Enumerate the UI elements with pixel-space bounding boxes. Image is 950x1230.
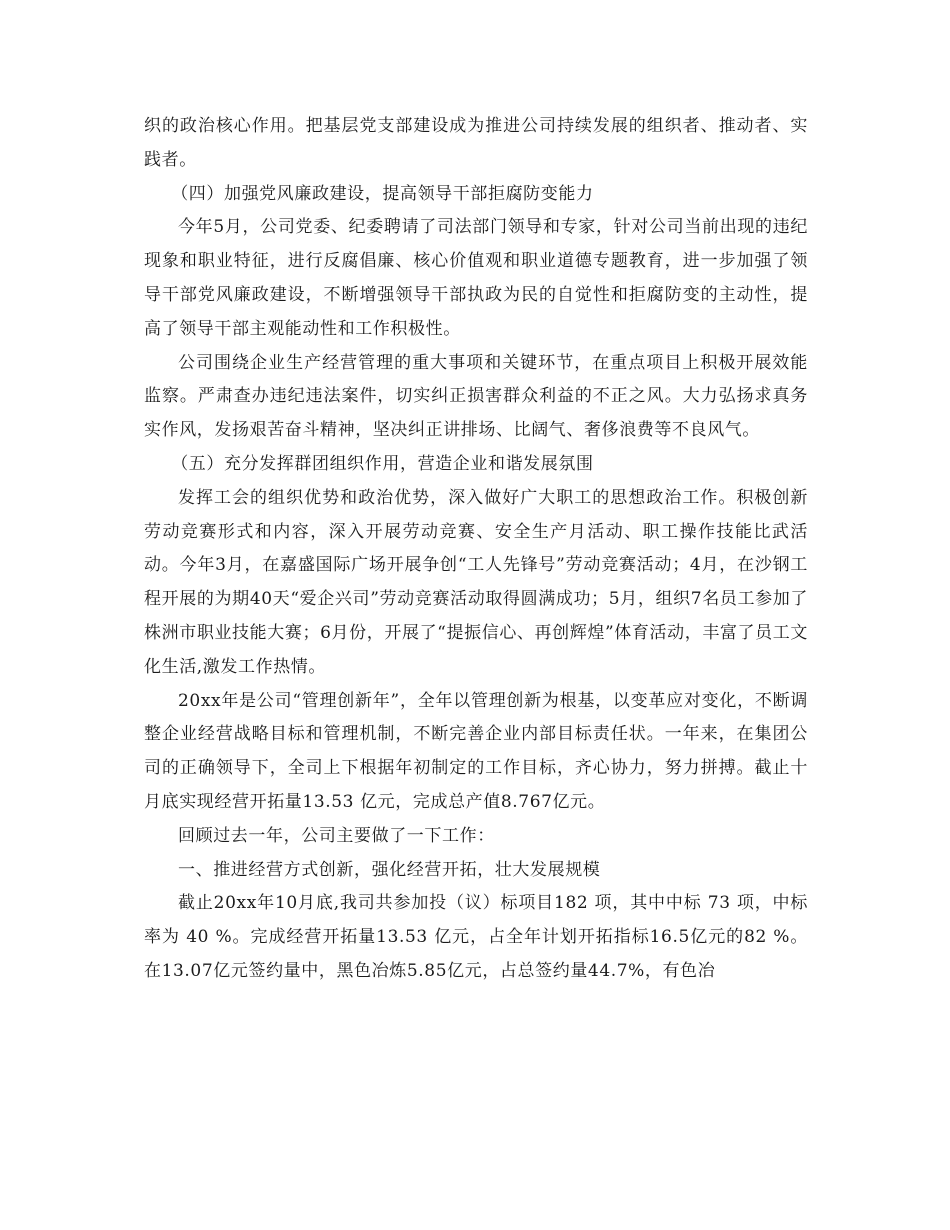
paragraph-continuation: 织的政治核心作用。把基层党支部建设成为推进公司持续发展的组织者、推动者、实践者。 bbox=[144, 116, 808, 170]
paragraph-review-intro: 回顾过去一年，公司主要做了一下工作： bbox=[178, 825, 495, 846]
paragraph-anticorruption-education: 今年5月，公司党委、纪委聘请了司法部门领导和专家，针对公司当前出现的违纪现象和职业特征，进行反腐倡廉、核心价值观和职业道德专题教育，进一步加强了领导干部党风廉政建设，不断增强领导干部执政为民的自觉性和拒腐防变的主动性，提高了领导干部主观能动性和工作积极性。 bbox=[144, 217, 808, 339]
paragraph-management-innovation: 20xx年是公司“管理创新年”，全年以管理创新为根基，以变革应对变化，不断调整企业经营战略目标和管理机制，不断完善企业内部目标责任状。一年来，在集团公司的正确领导下，全司上下根据年初制定的工作目标，齐心协力，努力拼搏。截止十月底实现经营开拓量13.53 亿元，完成总产值8.767亿元。 bbox=[144, 690, 808, 812]
section-heading-1: 一、推进经营方式创新，强化经营开拓，壮大发展规模 bbox=[178, 859, 601, 880]
section-heading-4: （四）加强党风廉政建设，提高领导干部拒腐防变能力 bbox=[171, 183, 594, 204]
paragraph-bidding-results: 截止20xx年10月底,我司共参加投（议）标项目182 项，其中中标 73 项，中标率为 40 %。完成经营开拓量13.53 亿元，占全年计划开拓指标16.5亿元的82 %。在13.07亿元签约量中，黑色冶炼5.85亿元，占总签约量44.7%，有色冶 bbox=[144, 893, 808, 981]
paragraph-union-work: 发挥工会的组织优势和政治优势，深入做好广大职工的思想政治工作。积极创新劳动竞赛形式和内容，深入开展劳动竞赛、安全生产月活动、职工操作技能比武活动。今年3月，在嘉盛国际广场开展争创“工人先锋号”劳动竞赛活动；4月，在沙钢工程开展的为期40天“爱企兴司”劳动竞赛活动取得圆满成功；5月，组织7名员工参加了株洲市职业技能大赛；6月份，开展了“提振信心、再创辉煌”体育活动，丰富了员工文化生活,激发工作热情。 bbox=[144, 487, 808, 677]
document-body bbox=[144, 110, 808, 989]
paragraph-efficiency-supervision: 公司围绕企业生产经营管理的重大事项和关键环节，在重点项目上积极开展效能监察。严肃查办违纪违法案件，切实纠正损害群众利益的不正之风。大力弘扬求真务实作风，发扬艰苦奋斗精神，坚决纠正讲排场、比阔气、奢侈浪费等不良风气。 bbox=[144, 352, 808, 441]
section-heading-5: （五）充分发挥群团组织作用，营造企业和谐发展氛围 bbox=[171, 453, 594, 474]
